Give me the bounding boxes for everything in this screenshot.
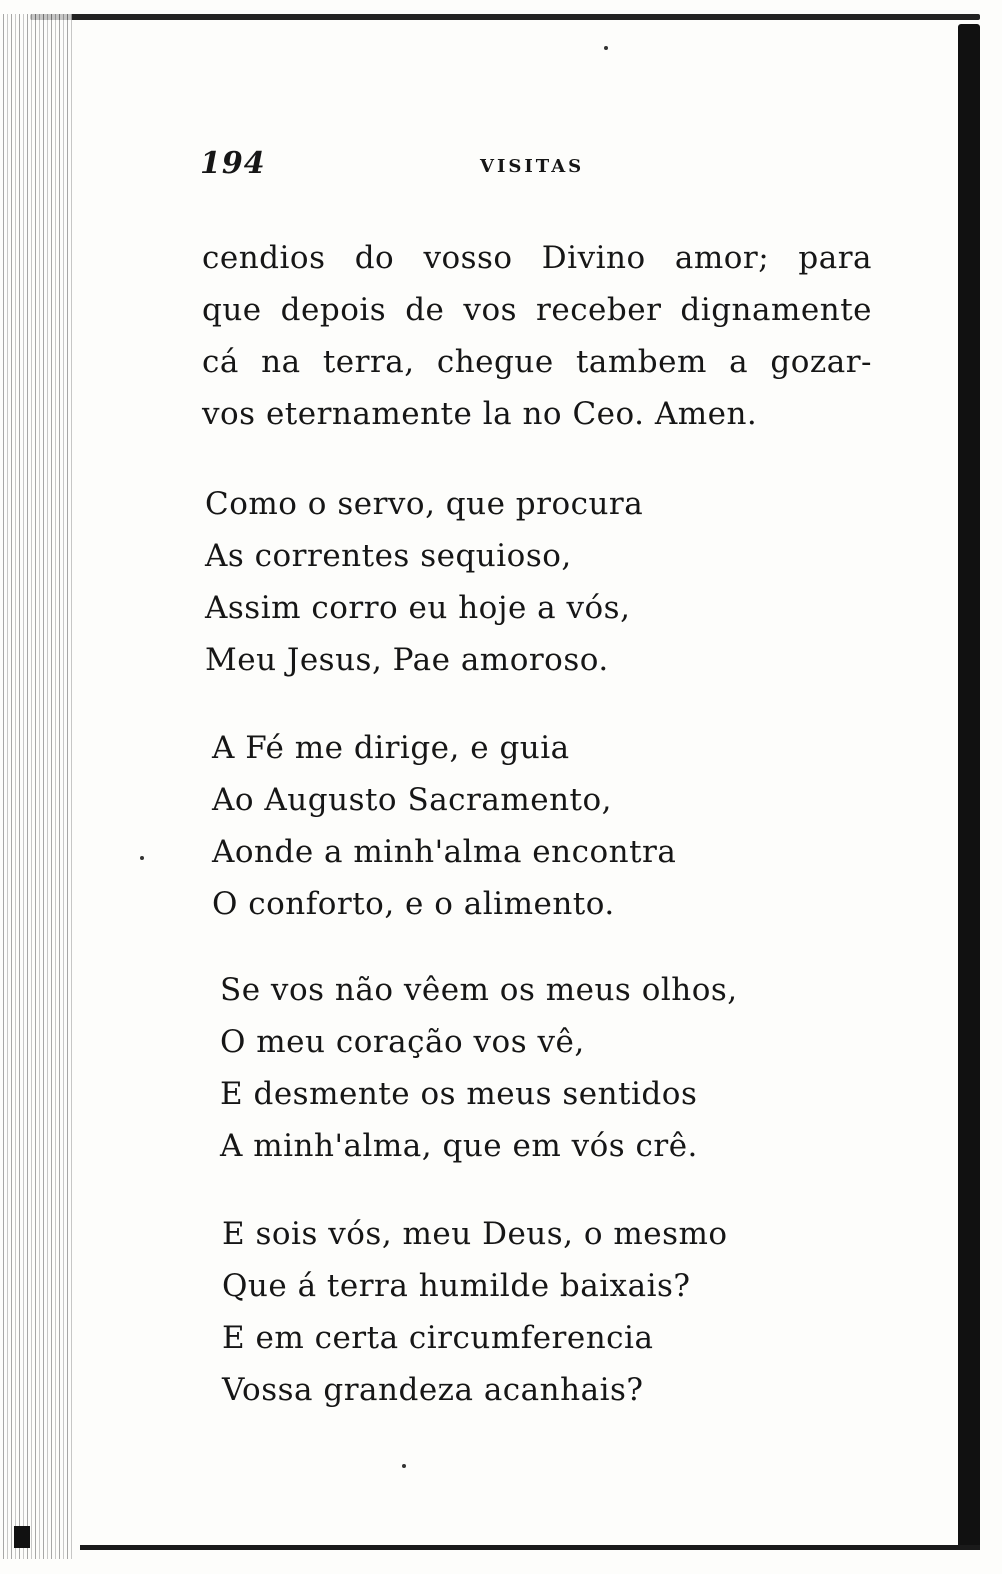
prose-line: vos eternamente la no Ceo. Amen. — [202, 396, 758, 432]
verse-line: Assim corro eu hoje a vós, — [205, 590, 631, 626]
verse-line: Que á terra humilde baixais? — [222, 1268, 691, 1304]
prose-line: que depois de vos receber dignamente — [202, 292, 872, 328]
verse-line: A minh'alma, que em vós crê. — [220, 1128, 698, 1164]
stanza-1 — [205, 478, 643, 686]
verse-line: A Fé me dirige, e guia — [212, 730, 570, 766]
page-bottom-edge — [80, 1545, 980, 1550]
stanza-3 — [220, 964, 738, 1172]
page-number: 194 — [200, 146, 266, 181]
stanza-2 — [212, 722, 676, 930]
page-right-edge — [958, 24, 980, 1549]
stanza-4 — [222, 1208, 728, 1416]
verse-line: Como o servo, que procura — [205, 486, 644, 522]
verse-line: Ao Augusto Sacramento, — [212, 782, 613, 818]
running-head: VISITAS — [480, 156, 585, 177]
verse-line: As correntes sequioso, — [205, 538, 572, 574]
verse-line: Vossa grandeza acanhais? — [222, 1372, 644, 1408]
verse-line: Meu Jesus, Pae amoroso. — [205, 642, 609, 678]
prose-paragraph — [202, 232, 872, 440]
page-top-edge — [30, 14, 980, 20]
prose-line: cendios do vosso Divino amor; para — [202, 240, 872, 276]
speck — [604, 46, 608, 50]
verse-line: O meu coração vos vê, — [220, 1024, 585, 1060]
speck — [402, 1464, 406, 1468]
verse-line: E em certa circumferencia — [222, 1320, 654, 1356]
verse-line: O conforto, e o alimento. — [212, 886, 615, 922]
verse-line: E desmente os meus sentidos — [220, 1076, 698, 1112]
gutter-mark — [14, 1526, 30, 1548]
prose-line: cá na terra, chegue tambem a gozar- — [202, 344, 872, 380]
verse-line: Aonde a minh'alma encontra — [212, 834, 677, 870]
verse-line: Se vos não vêem os meus olhos, — [220, 972, 738, 1008]
speck — [140, 856, 144, 860]
verse-line: E sois vós, meu Deus, o mesmo — [222, 1216, 728, 1252]
book-gutter — [0, 14, 72, 1559]
page-header — [200, 146, 760, 186]
